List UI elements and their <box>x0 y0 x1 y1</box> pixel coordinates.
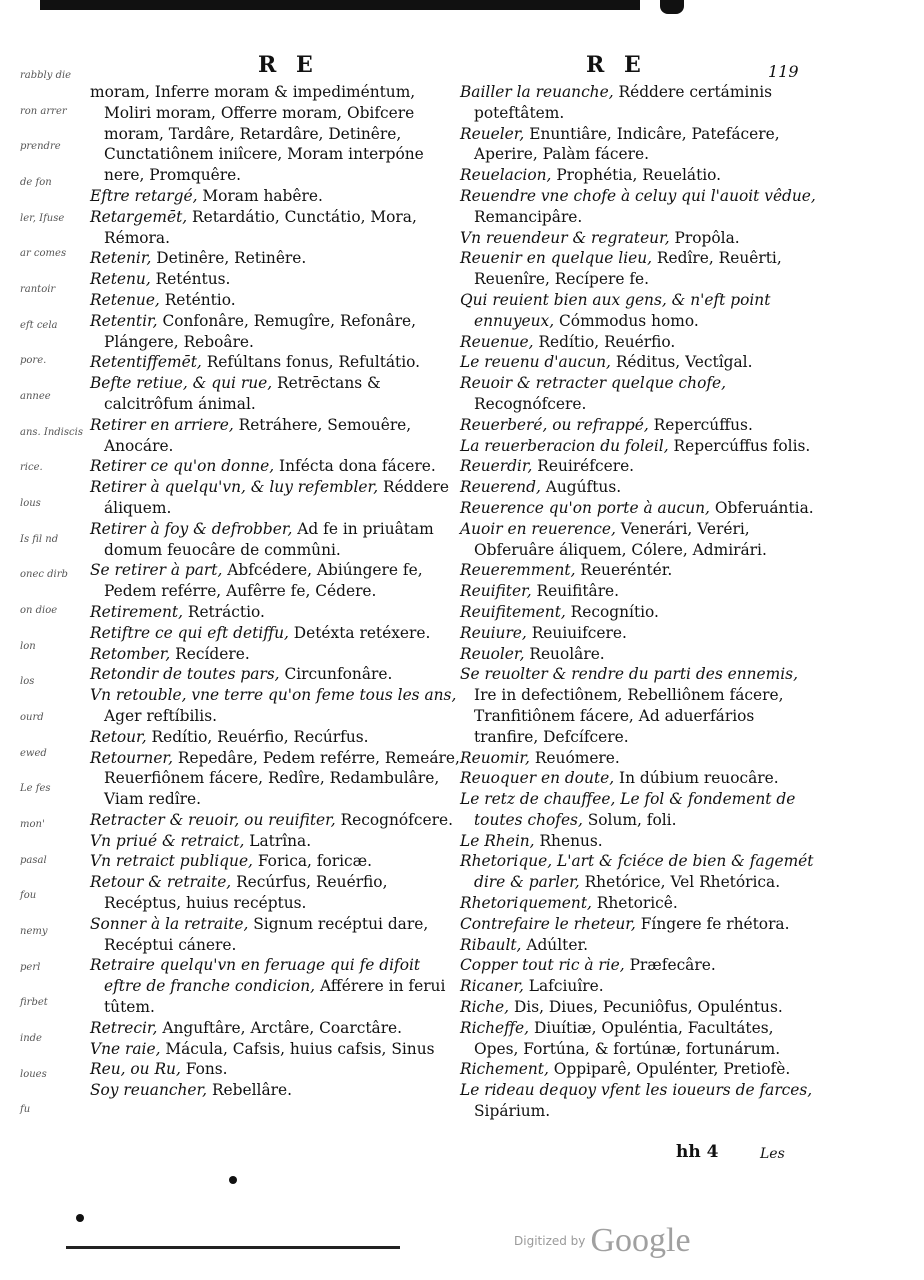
entry-lemma: Eftre retargé, <box>90 186 198 205</box>
margin-note: eft cela <box>20 320 58 331</box>
running-head-left: R E <box>258 52 319 78</box>
bottom-scan-edge <box>66 1246 400 1249</box>
dictionary-entry <box>460 831 820 852</box>
dictionary-entry <box>90 851 462 872</box>
margin-note: de fon <box>20 177 52 188</box>
margin-note: pore. <box>20 355 47 366</box>
margin-note: mon' <box>20 819 45 830</box>
entry-translation: Ager reftíbilis. <box>104 706 218 725</box>
margin-note: perl <box>20 962 41 973</box>
dictionary-entry <box>90 872 462 914</box>
dictionary-entry <box>90 1080 462 1101</box>
dictionary-entry <box>460 768 820 789</box>
dictionary-entry <box>90 664 462 685</box>
dictionary-entry <box>90 82 462 186</box>
entry-lemma: Richeffe, <box>460 1018 530 1037</box>
entry-translation: Reténtus. <box>150 270 231 289</box>
entry-lemma: Retenue, <box>90 290 160 309</box>
entry-lemma: Se retirer à part, <box>90 561 223 580</box>
margin-note: Le fes <box>20 783 51 794</box>
dictionary-entry <box>90 415 462 457</box>
catchword: Les <box>760 1146 785 1162</box>
entry-translation: Diuítiæ, Opuléntia, Facultátes, Opes, Fortúna, & fortúnæ, fortunárum. <box>474 1018 781 1058</box>
entry-translation: Refúltans fonus, Refultátio. <box>201 353 421 372</box>
dictionary-entry <box>460 415 820 436</box>
dictionary-entry <box>90 373 462 415</box>
entry-lemma: Reuomir, <box>460 748 530 767</box>
entry-lemma: Retour, <box>90 727 147 746</box>
dictionary-entry <box>460 1080 820 1122</box>
entry-lemma: Reuoquer en doute, <box>460 769 615 788</box>
entry-lemma: Retourner, <box>90 748 173 767</box>
dictionary-entry <box>460 560 820 581</box>
entry-lemma: Reuerence qu'on porte à aucun, <box>460 498 710 517</box>
margin-note: rice. <box>20 462 43 473</box>
entry-lemma: Retirement, <box>90 602 183 621</box>
dictionary-entry <box>90 248 462 269</box>
margin-note: ourd <box>20 712 44 723</box>
entry-translation: Reuiréfcere. <box>532 457 635 476</box>
entry-lemma: Reueler, <box>460 124 525 143</box>
margin-note: los <box>20 676 35 687</box>
entry-translation: Remancipâre. <box>474 207 583 226</box>
entry-lemma: La reuerberacion du foleil, <box>460 436 669 455</box>
dictionary-entry <box>460 456 820 477</box>
margin-note: lous <box>20 498 41 509</box>
entry-translation: Lafciuîre. <box>523 977 604 996</box>
entry-lemma: Befte retiue, & qui rue, <box>90 374 273 393</box>
entry-translation: Fons. <box>180 1060 228 1079</box>
entry-translation: Præfecâre. <box>624 956 716 975</box>
margin-note: lon <box>20 641 36 652</box>
entry-translation: Fíngere fe rhétora. <box>635 914 790 933</box>
entry-translation: Obferuántia. <box>709 498 814 517</box>
entry-lemma: Reuelacion, <box>460 166 552 185</box>
entry-translation: Moram habêre. <box>197 186 323 205</box>
running-head-right: R E <box>586 52 647 78</box>
dictionary-entry <box>460 186 820 228</box>
entry-lemma: Reuoir & retracter quelque chofe, <box>460 374 727 393</box>
entry-lemma: Retour & retraite, <box>90 873 232 892</box>
entry-translation: Venerári, Veréri, Obferuâre áliquem, Cólere, Admirári. <box>474 519 767 559</box>
entry-translation: Redítio, Reuérfio. <box>533 332 676 351</box>
dictionary-entry <box>460 352 820 373</box>
page-number: 119 <box>768 62 799 81</box>
entry-lemma: Retraire quelqu'vn en feruage qui fe difoit eftre de franche condicion, <box>90 956 421 996</box>
dictionary-entry <box>90 644 462 665</box>
dictionary-entry <box>90 748 462 810</box>
entry-lemma: Reuiure, <box>460 623 527 642</box>
entry-translation: Recognófcere. <box>335 810 453 829</box>
entry-lemma: Qui reuient bien aux gens, & n'eft point ennuyeux, <box>460 290 771 330</box>
entry-lemma: Auoir en reuerence, <box>460 519 616 538</box>
entry-translation: Retráctio. <box>182 602 265 621</box>
entry-lemma: Reuerberé, ou refrappé, <box>460 415 649 434</box>
margin-note: pasal <box>20 855 47 866</box>
watermark-prefix: Digitized by <box>514 1234 586 1248</box>
margin-bleedthrough <box>20 70 83 1170</box>
dictionary-entry <box>90 560 462 602</box>
entry-lemma: Le rideau dequoy vfent les ioueurs de farces, <box>460 1081 813 1100</box>
entry-translation: Reuómere. <box>529 748 620 767</box>
margin-note: prendre <box>20 141 61 152</box>
margin-note: rantoir <box>20 284 56 295</box>
entry-lemma: Retargemēt, <box>90 207 188 226</box>
entry-translation: Infécta dona fácere. <box>274 457 436 476</box>
entry-lemma: Retirer en arriere, <box>90 415 234 434</box>
entry-lemma: Vn retraict publique, <box>90 852 253 871</box>
dictionary-entry <box>90 623 462 644</box>
dictionary-entry <box>460 955 820 976</box>
entry-translation: In dúbium reuocâre. <box>614 769 779 788</box>
entry-translation: Réddere certáminis poteftâtem. <box>474 83 773 122</box>
dictionary-entry <box>460 248 820 290</box>
dictionary-entry <box>460 851 820 893</box>
dictionary-entry <box>460 477 820 498</box>
entry-translation: Rebellâre. <box>207 1081 292 1100</box>
entry-translation: moram, Inferre moram & impediméntum, Moliri moram, Offerre moram, Obifcere moram, Tardâre, Retardâre, Detinêre, Cunctatiônem iniîcere, Moram interpóne nere, Promquêre. <box>90 83 424 185</box>
entry-translation: Recúrfus, Reuérfio, Recéptus, huius recéptus. <box>104 873 388 913</box>
dictionary-entry <box>90 519 462 561</box>
entry-translation: Enuntiâre, Indicâre, Patefácere, Aperire, Palàm fácere. <box>474 124 780 164</box>
entry-lemma: Retomber, <box>90 644 171 663</box>
dictionary-entry <box>460 290 820 332</box>
entry-lemma: Reuenue, <box>460 332 534 351</box>
dictionary-entry <box>90 831 462 852</box>
entry-translation: Prophétia, Reuelátio. <box>551 166 722 185</box>
entry-lemma: Riche, <box>460 998 510 1017</box>
entry-translation: Propôla. <box>669 228 740 247</box>
entry-translation: Réddere áliquem. <box>104 478 449 517</box>
right-column <box>460 82 820 1122</box>
margin-note: ans. Indiscis <box>20 427 83 438</box>
dictionary-entry <box>90 1039 462 1060</box>
entry-translation: Rhetoricê. <box>591 894 678 913</box>
entry-translation: Signum recéptui dare, Recéptui cánere. <box>104 914 429 954</box>
dictionary-entry <box>460 436 820 457</box>
entry-lemma: Retentiffemēt, <box>90 353 202 372</box>
entry-lemma: Retentir, <box>90 311 158 330</box>
entry-translation: Reuolâre. <box>524 644 605 663</box>
dictionary-entry <box>90 602 462 623</box>
dictionary-entry <box>460 165 820 186</box>
dictionary-entry <box>90 955 462 1017</box>
entry-translation: Cómmodus homo. <box>554 311 699 330</box>
dictionary-entry <box>90 685 462 727</box>
margin-note: rabbly die <box>20 70 72 81</box>
entry-translation: Redîre, Reuêrti, Reuenîre, Recípere fe. <box>474 249 782 289</box>
entry-lemma: Retracter & reuoir, ou reuifiter, <box>90 810 336 829</box>
google-logo: Google <box>590 1222 691 1259</box>
dictionary-entry <box>460 664 820 747</box>
entry-lemma: Retirer à quelqu'vn, & luy refembler, <box>90 478 379 497</box>
entry-translation: Reuiuifcere. <box>526 623 627 642</box>
entry-translation: Adúlter. <box>521 935 588 954</box>
entry-lemma: Rhetoriquement, <box>460 894 592 913</box>
entry-lemma: Retiftre ce qui eft detiffu, <box>90 623 289 642</box>
entry-lemma: Reueremment, <box>460 561 576 580</box>
margin-note: fou <box>20 890 37 901</box>
entry-translation: Retrēctans & calcitrôfum ánimal. <box>104 374 381 413</box>
entry-lemma: Reuerdir, <box>460 457 533 476</box>
entry-translation: Reténtio. <box>159 290 236 309</box>
dictionary-entry <box>460 228 820 249</box>
entry-lemma: Reu, ou Ru, <box>90 1060 181 1079</box>
entry-translation: Rhetórice, Vel Rhetórica. <box>579 873 781 892</box>
entry-lemma: Richement, <box>460 1060 549 1079</box>
entry-translation: Forica, foricæ. <box>252 852 373 871</box>
dictionary-entry <box>460 124 820 166</box>
margin-note: Is fil nd <box>20 534 59 545</box>
margin-note: loues <box>20 1069 47 1080</box>
entry-translation: Solum, foli. <box>582 810 677 829</box>
top-edge-mark <box>660 0 684 14</box>
top-edge-shadow <box>40 0 640 10</box>
margin-note: inde <box>20 1033 42 1044</box>
entry-translation: Recognítio. <box>565 602 659 621</box>
dictionary-entry <box>90 311 462 353</box>
entry-lemma: Le retz de chauffee, Le fol & fondement de toutes chofes, <box>460 790 796 829</box>
entry-translation: Afférere in ferui tûtem. <box>104 977 446 1017</box>
entry-translation: Latrîna. <box>244 831 312 850</box>
entry-translation: Detéxta retéxere. <box>288 623 431 642</box>
entry-translation: Sipárium. <box>474 1102 551 1121</box>
dictionary-entry <box>460 82 820 124</box>
entry-translation: Mácula, Cafsis, huius cafsis, Sinus <box>160 1039 435 1058</box>
dictionary-entry <box>90 352 462 373</box>
entry-translation: Detinêre, Retinêre. <box>151 249 307 268</box>
dictionary-entry <box>460 893 820 914</box>
entry-translation: Dis, Diues, Pecuniôfus, Opuléntus. <box>509 998 783 1017</box>
entry-translation: Abfcédere, Abiúngere fe, Pedem reférre, Aufêrre fe, Cédere. <box>104 561 423 601</box>
dictionary-entry <box>90 207 462 249</box>
entry-lemma: Reuifitement, <box>460 602 566 621</box>
entry-lemma: Retirer ce qu'on donne, <box>90 457 275 476</box>
dictionary-entry <box>90 1059 462 1080</box>
entry-lemma: Bailler la reuanche, <box>460 83 614 101</box>
dictionary-entry <box>460 519 820 561</box>
entry-lemma: Contrefaire le rheteur, <box>460 914 636 933</box>
dictionary-entry <box>460 914 820 935</box>
margin-note: nemy <box>20 926 48 937</box>
entry-lemma: Vne raie, <box>90 1039 161 1058</box>
entry-translation: Redítio, Reuérfio, Recúrfus. <box>146 727 369 746</box>
entry-lemma: Soy reuancher, <box>90 1081 208 1100</box>
entry-lemma: Se reuolter & rendre du parti des ennemis, <box>460 665 798 684</box>
dictionary-entry <box>90 727 462 748</box>
margin-note: ron arrer <box>20 106 67 117</box>
entry-translation: Ire in defectiônem, Rebelliônem fácere, Tranfitiônem fácere, Ad aduerfários tranfire, Defcífcere. <box>474 686 784 746</box>
entry-lemma: Rhetorique, L'art & fciéce de bien & fagemét dire & parler, <box>460 852 814 892</box>
entry-lemma: Reuerend, <box>460 478 541 497</box>
entry-lemma: Le reuenu d'aucun, <box>460 353 611 372</box>
dictionary-entry <box>460 644 820 665</box>
dictionary-entry <box>90 269 462 290</box>
entry-lemma: Vn priué & retraict, <box>90 831 245 850</box>
entry-lemma: Retenir, <box>90 249 152 268</box>
entry-translation: Rhenus. <box>534 831 603 850</box>
dictionary-entry <box>460 1018 820 1060</box>
dictionary-entry <box>90 290 462 311</box>
entry-lemma: Vn reuendeur & regrateur, <box>460 228 670 247</box>
dictionary-entry <box>90 914 462 956</box>
dictionary-entry <box>460 997 820 1018</box>
entry-translation: Retráhere, Semouêre, Anocáre. <box>104 415 412 455</box>
entry-lemma: Retrecir, <box>90 1018 158 1037</box>
entry-lemma: Reuifiter, <box>460 582 532 601</box>
dictionary-entry <box>460 332 820 353</box>
dictionary-entry <box>90 810 462 831</box>
margin-note: fu <box>20 1104 31 1115</box>
dictionary-entry <box>460 789 820 831</box>
dictionary-entry <box>460 373 820 415</box>
dictionary-entry <box>90 186 462 207</box>
margin-note: annee <box>20 391 51 402</box>
entry-translation: Reueréntér. <box>575 561 673 580</box>
entry-lemma: Reuenir en quelque lieu, <box>460 249 653 268</box>
dictionary-entry <box>460 623 820 644</box>
margin-note: ewed <box>20 748 47 759</box>
entry-translation: Reuifitâre. <box>531 582 620 601</box>
entry-lemma: Le Rhein, <box>460 831 535 850</box>
entry-translation: Confonâre, Remugîre, Refonâre, Plángere, Reboâre. <box>104 311 417 351</box>
margin-note: on dioe <box>20 605 58 616</box>
dictionary-entry <box>90 1018 462 1039</box>
entry-translation: Ad fe in priuâtam domum feuocâre de commûni. <box>104 519 434 559</box>
entry-lemma: Retondir de toutes pars, <box>90 665 280 684</box>
entry-lemma: Retirer à foy & defrobber, <box>90 519 293 538</box>
entry-lemma: Ricaner, <box>460 977 524 996</box>
left-column <box>90 82 462 1101</box>
entry-translation: Augúftus. <box>540 478 622 497</box>
entry-lemma: Vn retouble, vne terre qu'on feme tous les ans, <box>90 686 457 705</box>
dictionary-entry <box>90 456 462 477</box>
entry-lemma: Sonner à la retraite, <box>90 914 249 933</box>
entry-translation: Réditus, Vectîgal. <box>610 353 753 372</box>
ink-spot <box>229 1176 237 1184</box>
dictionary-entry <box>460 748 820 769</box>
margin-note: firbet <box>20 997 48 1008</box>
dictionary-entry <box>460 581 820 602</box>
entry-translation: Anguftâre, Arctâre, Coarctâre. <box>157 1018 403 1037</box>
entry-translation: Circunfonâre. <box>279 665 393 684</box>
entry-translation: Recognófcere. <box>474 394 587 413</box>
entry-lemma: Retenu, <box>90 270 151 289</box>
dictionary-entry <box>460 935 820 956</box>
entry-lemma: Reuendre vne chofe à celuy qui l'auoit vêdue, <box>460 186 816 205</box>
entry-translation: Repedâre, Pedem reférre, Remeáre, Reuerfiônem fácere, Redîre, Redambulâre, Viam redîre. <box>104 748 460 809</box>
dictionary-entry <box>460 976 820 997</box>
ink-spot <box>76 1214 84 1222</box>
digitized-watermark <box>514 1222 691 1260</box>
dictionary-entry <box>90 477 462 519</box>
margin-note: onec dirb <box>20 569 68 580</box>
entry-translation: Oppiparê, Opulénter, Pretiofè. <box>548 1060 791 1079</box>
signature-mark: hh 4 <box>676 1142 719 1162</box>
dictionary-entry <box>460 1059 820 1080</box>
entry-lemma: Copper tout ric à rie, <box>460 956 625 975</box>
dictionary-entry <box>460 602 820 623</box>
dictionary-entry <box>460 498 820 519</box>
entry-lemma: Ribault, <box>460 935 522 954</box>
entry-translation: Repercúffus. <box>648 415 753 434</box>
entry-translation: Retardátio, Cunctátio, Mora, Rémora. <box>104 207 417 247</box>
entry-translation: Recídere. <box>170 644 250 663</box>
entry-translation: Repercúffus folis. <box>668 436 811 455</box>
margin-note: ar comes <box>20 248 67 259</box>
entry-lemma: Reuoler, <box>460 644 525 663</box>
margin-note: ler, Ifuse <box>20 213 65 224</box>
